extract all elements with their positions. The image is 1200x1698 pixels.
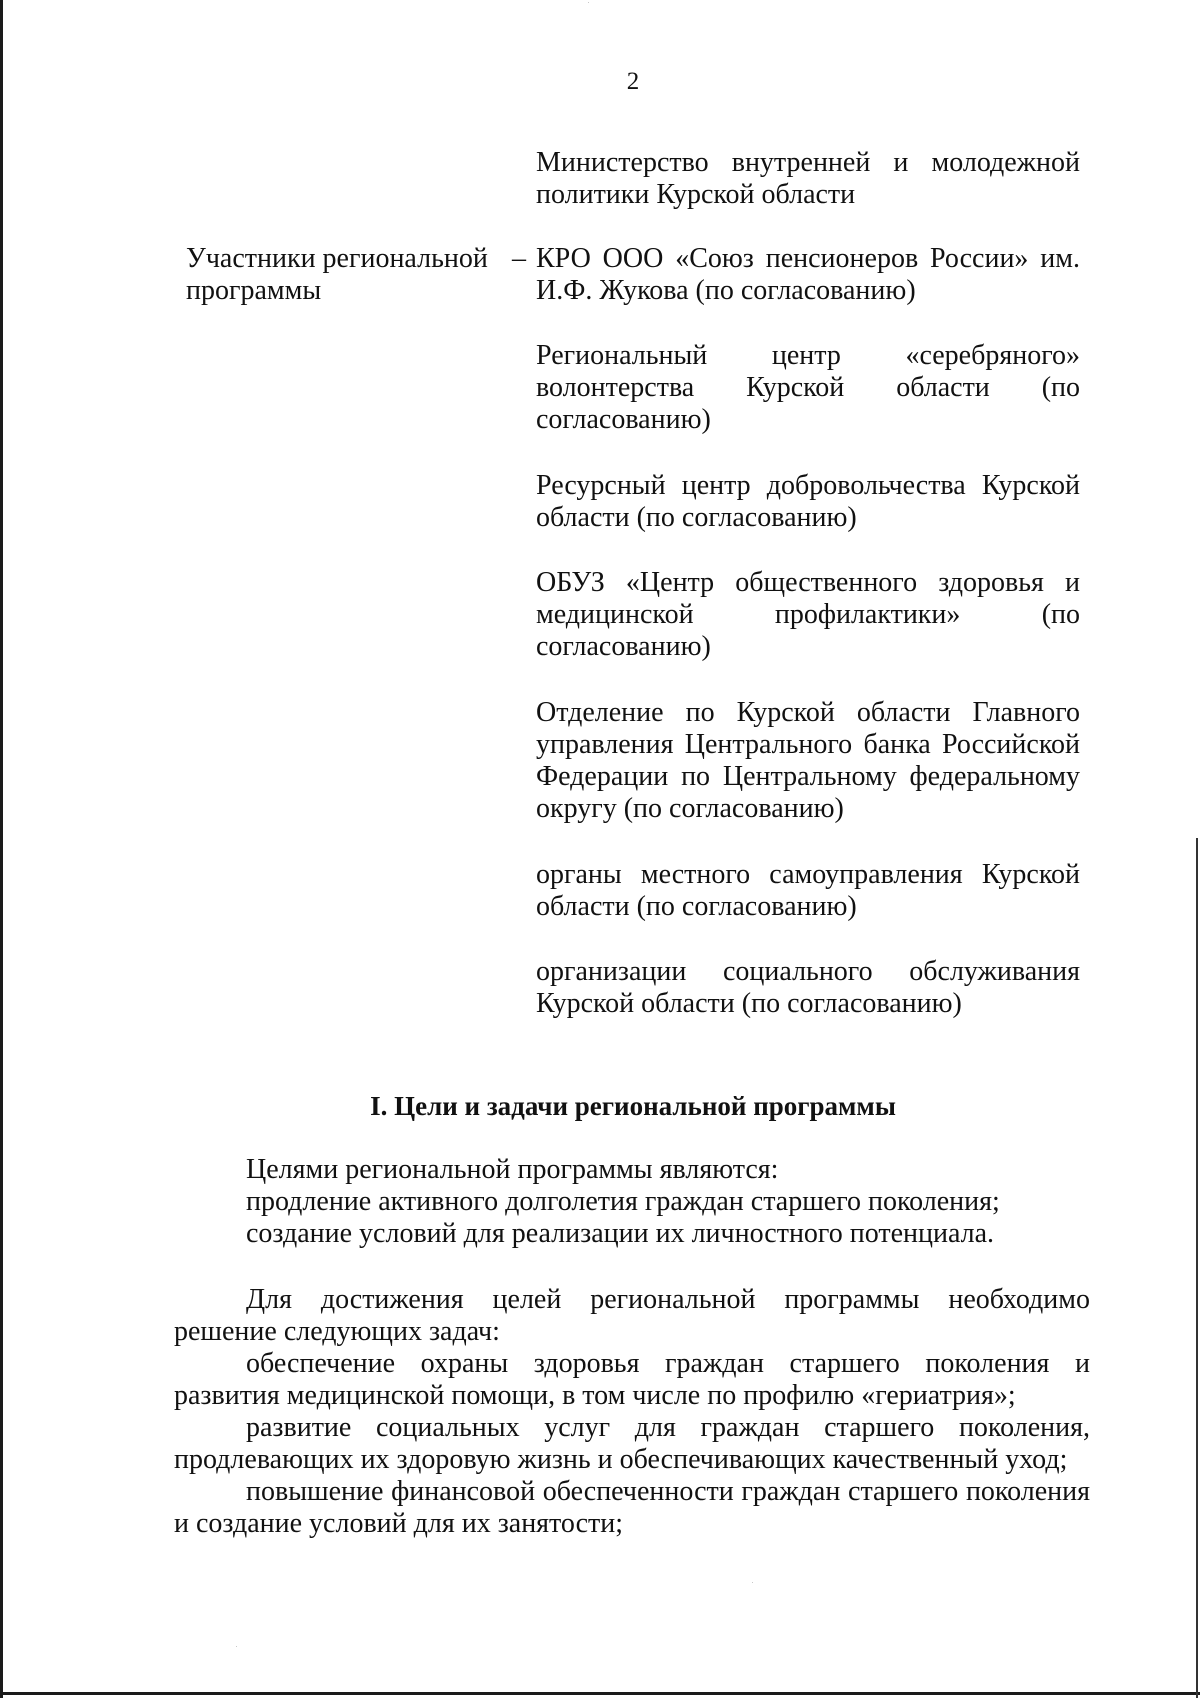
scan-speck <box>236 1646 237 1647</box>
goal-item: продление активного долголетия граждан старшего поколения; <box>246 1186 1000 1217</box>
task-item: повышение финансовой обеспеченности граждан старшего поколения и создание условий для их занятости; <box>174 1476 1090 1539</box>
page-number: 2 <box>626 68 640 95</box>
participant-item: Отделение по Курской области Главного управления Центрального банка Российской Федерации по Центральному федеральному округу (по согласованию) <box>536 697 1080 824</box>
participant-item: организации социального обслуживания Курской области (по согласованию) <box>536 956 1080 1019</box>
participants-dash: – <box>512 243 526 274</box>
page-border-bottom <box>0 1692 1200 1695</box>
page-border-left <box>0 0 3 1698</box>
task-item: развитие социальных услуг для граждан старшего поколения, продлевающих их здоровую жизнь и обеспечивающих качественный уход; <box>174 1412 1090 1475</box>
tasks-intro: Для достижения целей региональной программы необходимо решение следующих задач: <box>174 1284 1090 1347</box>
page-border-right <box>1196 838 1198 1698</box>
participant-item: органы местного самоуправления Курской области (по согласованию) <box>536 859 1080 922</box>
participant-item: Региональный центр «серебряного» волонтерства Курской области (по согласованию) <box>536 340 1080 435</box>
participant-item: Ресурсный центр добровольчества Курской области (по согласованию) <box>536 470 1080 533</box>
participants-label: Участники региональной программы <box>186 243 488 306</box>
responsible-executor: Министерство внутренней и молодежной политики Курской области <box>536 147 1080 210</box>
goals-intro: Целями региональной программы являются: <box>246 1154 779 1185</box>
scan-speck <box>752 1582 753 1583</box>
goal-item: создание условий для реализации их личностного потенциала. <box>246 1218 995 1249</box>
task-item: обеспечение охраны здоровья граждан старшего поколения и развития медицинской помощи, в том числе по профилю «гериатрия»; <box>174 1348 1090 1411</box>
section-heading: I. Цели и задачи региональной программы <box>370 1091 896 1121</box>
participant-item: ОБУЗ «Центр общественного здоровья и медицинской профилактики» (по согласованию) <box>536 567 1080 662</box>
scan-speck <box>588 2 589 3</box>
participant-item: КРО ООО «Союз пенсионеров России» им. И.Ф. Жукова (по согласованию) <box>536 243 1080 306</box>
